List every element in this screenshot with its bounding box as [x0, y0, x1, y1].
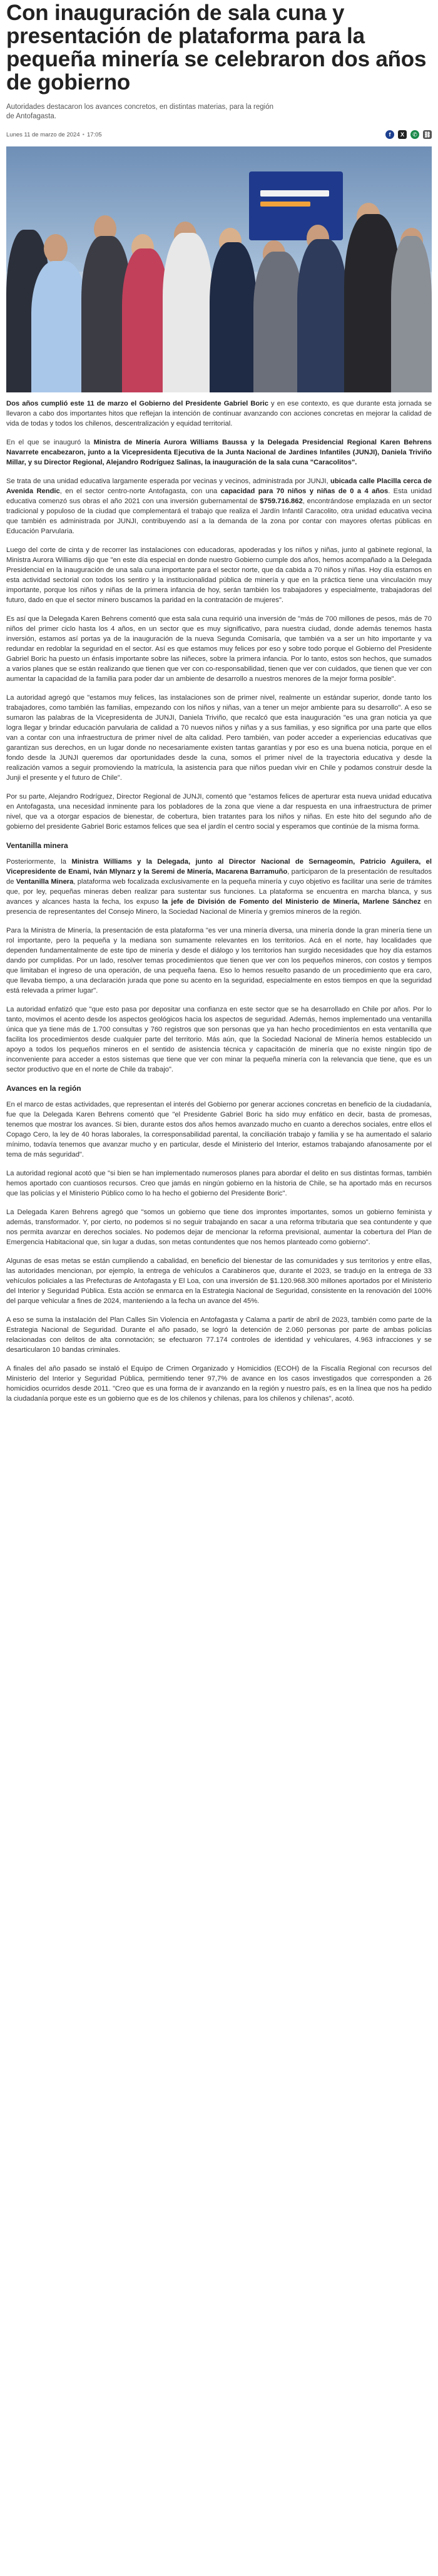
article-paragraph — [6, 792, 432, 832]
body-text: La autoridad agregó que "estamos muy felices, las instalaciones son de primer nivel, realmente un estándar superior, donde tanto los trabajadores, como también las familias, empezando con los niños y niñas, van a tener un mejor ambiente para su desarrollo". A eso se sumaron las palabras de la Vicepresidenta de JUNJI, Daniela Triviño, que recalcó que esta inauguración "es una gran noticia ya que logra llegar y brindar educación parvularia de calidad a 70 nuevos niños y niñas y a sus familias, y eso significa por una parte que ellos van a contar con una infraestructura de primer nivel de alta calidad. Pero también, van poder acceder a experiencias educativas que garantizan sus derechos, en un lugar donde no necesariamente existen tantas garantías y por eso es una buena noticia, porque en el fondo desde la JUNJI queremos dar oportunidades desde la cuna, somos el primer nivel de la trayectoria educativa y desde la realización vamos a seguir promoviendo la matrícula, la asistencia para que niños puedan vivir en Chile y podamos construir desde la Junji el presente y el futuro de Chile". — [6, 694, 432, 782]
bold-text: Dos años cumplió este 11 de marzo el Gobierno del Presidente Gabriel Boric — [6, 400, 268, 407]
body-text: Algunas de esas metas se están cumpliendo a cabalidad, en beneficio del bienestar de las comunidades y sus territorios y entre ellas, las autoridades mencionan, por ejemplo, la entrega de vehículos a Carabineros que, durante el 2023, se tradujo en la entrega de 33 vehículos policiales a las Prefecturas de Antofagasta y El Loa, con una inversión de $1.120.968.300 millones aportados por el Ministerio del Interior y Seguridad Pública. Esta acción se enmarca en la Estrategia Nacional de Seguridad, consistente en la renovación del 100% del parque vehicular a fines de 2024, manteniendo a la fecha un avance del 45%. — [6, 1257, 432, 1305]
body-text: A eso se suma la instalación del Plan Calles Sin Violencia en Antofagasta y Calama a partir de abril de 2023, también como parte de la Estrategia Nacional de Seguridad. Durante el año pasado, se logró la detención de 2.060 personas por parte de ambas policías relacionadas con delitos de alta connotación; se efectuaron 77.174 controles de identidad y vehiculares, 4.963 infracciones y se desarticularon 10 bandas criminales. — [6, 1316, 432, 1354]
article-paragraph — [6, 1100, 432, 1160]
bold-text: ubicada calle Placilla cerca de Avenida Rendic — [6, 478, 432, 495]
body-text: , plataforma web focalizada exclusivamente en la pequeña minería y cuyo objetivo es facilitar una serie de trámites que, por ley, pequeñas mineras deben realizar para sustentar sus funciones. La plataforma se encuentra en marcha blanca, y sus avances y alcances hasta la fecha, los expuso — [6, 878, 432, 906]
article-paragraph — [6, 1207, 432, 1247]
body-text: Es así que la Delegada Karen Behrens comentó que esta sala cuna requirió una inversión de "más de 700 millones de pesos, más de 70 niños del primer ciclo hasta los 4 años, en un sector que es muy significativo, para nuestra ciudad, donde además tenemos hasta inversión, estamos así portas ya de la inauguración de la nueva Segunda Comisaría, que también va a ser un hito importante y va redundar en redoblar la seguridad en el sector. Así es que estamos muy felices por eso y sobre todo porque el Gobierno del Presidente Gabriel Boric ha puesto un énfasis importante sobre las niñeces, sobre la primera infancia. Por lo tanto, estos son hechos, que sumados a varios planes que se están realizando que tienen que ver con co-responsabilidad, tienen que ver con cuidados, que tienen que ver con aumentar la capacidad de la familia para poder dar un ambiente de desarrollo a nuestros menores de la mejor forma posible". — [6, 615, 432, 683]
bold-text: la jefe de División de Fomento del Ministerio de Minería, Marlene Sánchez — [162, 898, 421, 906]
article-paragraph — [6, 437, 432, 468]
article-paragraph — [6, 1364, 432, 1404]
article-title: Con inauguración de sala cuna y presentación de plataforma para la pequeña minería se celebraron dos años de gobierno — [6, 1, 427, 95]
whatsapp-icon[interactable]: ✆ — [410, 130, 419, 139]
article-paragraph — [6, 1256, 432, 1306]
article-paragraph — [6, 857, 432, 917]
body-text: en presencia de representantes del Consejo Minero, la Sociedad Nacional de Minería y gremios mineros de la región. — [6, 898, 432, 916]
body-text: La Delegada Karen Behrens agregó que "somos un gobierno que tiene dos improntes importantes, somos un gobierno feminista y además, transformador. Y, por cierto, no podemos si no seguir trabajando en sacar a una reforma tributaria que sea contundente y que nos permita avanzar en derechos sociales. No podemos dejar de mencionar la reforma previsional, aumentar la cobertura del Plan de Emergencia Habitacional que, sin lugar a dudas, son metas contundentes que nos hemos planteado como gobierno". — [6, 1209, 432, 1246]
bold-text: Ventanilla Minera — [16, 878, 74, 886]
article-paragraph — [6, 545, 432, 605]
article-paragraph — [6, 693, 432, 783]
body-text: En el que se inauguró la — [6, 439, 94, 446]
body-text: . Esta unidad educativa comenzó sus obras el año 2021 con una inversión gubernamental de — [6, 488, 432, 505]
article-paragraph — [6, 399, 432, 429]
article-paragraph — [6, 1315, 432, 1355]
body-text: La autoridad enfatizó que "que esto pasa por depositar una confianza en este sector que se ha desarrollado en Chile por años. Por lo tanto, movimos el acento desde los aspectos geológicos hacia los aspectos de seguridad. Además, hemos implementado una ventanilla única que ya tiene más de 1.700 consultas y 760 registros que son personas que ya han hecho procedimientos en esta ventanilla que facilita los procedimientos desde cualquier parte del territorio. Más aún, que la Sociedad Nacional de Minería hemos establecido un apoyo a todos los pequeños mineros en el sentido de asistencia técnica y capacitación de minería que no existe ningún tipo de inconveniente para acceder a estos sistemas que tiene que ver con minar la pequeña minería con la relevancia que tiene, que es un sector productivo que en el norte de Chile da trabajo". — [6, 1006, 432, 1073]
bold-text: capacidad para 70 niños y niñas de 0 a 4 años — [220, 488, 389, 495]
article-meta — [6, 128, 432, 141]
article-paragraph — [6, 926, 432, 996]
article-paragraph — [6, 1004, 432, 1075]
body-text: Luego del corte de cinta y de recorrer las instalaciones con educadoras, apoderadas y los niños y niñas, junto al gabinete regional, la Ministra Aurora Williams dijo que "en este día especial en donde nuestro Gobierno cumple dos años, hemos acompañado a la Delegada Presidencial en la inauguración de una sala cuna importante para el sector norte, que da cabida a 70 niños y niñas. Hoy día estamos en esta actividad sectorial con todos los sentiro y la institucionalidad pública de minería y que en la práctica tiene una vinculación muy importante, porque los niños y niñas de la primera infancia de hoy, serán también los trabajadores y especialmente, trabajadoras del futuro, dado en que el sector minero buscamos la paridad en la contratación de mujeres". — [6, 546, 432, 604]
article-lead: Autoridades destacaron los avances concretos, en distintas materias, para la región de Antofagasta. — [6, 103, 274, 120]
body-text: , encontrándose emplazada en un sector tradicional y populoso de la ciudad que complementará el trabajo que realiza el Jardín Infantil Caracolito, otra unidad educativa vecina que también es administrada por JUNJI, contribuyendo así a la demanda de la zona por contar con mayores ofertas públicas en Educación Parvularia. — [6, 498, 432, 535]
bold-text: $759.716.862 — [260, 498, 303, 505]
article-paragraph — [6, 476, 432, 536]
body-text: En el marco de estas actividades, que representan el interés del Gobierno por generar acciones concretas en beneficio de la ciudadanía, fue que la Delegada Karen Behrens comentó que "el Presidente Gabriel Boric ha sido muy enfático en decir, basta de promesas, tenemos que mostrar los avances. Si bien, durante estos dos años hemos avanzado mucho en cuanto a derechos sociales, entre ellos el Copago Cero, la ley de 40 horas laborales, la corresponsabilidad parental, la conciliación trabajo y familia y se ha aumentado el salario mínimo, todavía tenemos que avanzar mucho y en particular, desde el Ministerio del Interior, estamos trabajando afanosamente por el tema de más seguridad". — [6, 1101, 432, 1158]
body-text: Se trata de una unidad educativa largamente esperada por vecinas y vecinos, administrada por JUNJI, — [6, 478, 331, 485]
body-text: , participaron de la presentación de resultados de — [6, 868, 432, 886]
article-date: Lunes 11 de marzo de 2024 — [6, 131, 80, 138]
article-photo — [6, 146, 432, 392]
section-heading: Ventanilla minera — [6, 841, 68, 850]
article-time: 17:05 — [86, 131, 102, 138]
article-body — [6, 399, 432, 1404]
bold-text: Ministra de Minería Aurora Williams Baussa y la Delegada Presidencial Regional Karen Behrens Navarrete encabezaron, junto a la Vicepresidenta Ejecutiva de la Junta Nacional de Jardines Infantiles (JUNJI), Daniela Triviño Millar, y su Director Regional, Alejandro Rodríguez Salinas, la inauguración de la sala cuna "Caracolitos". — [6, 439, 432, 466]
body-text: , en el sector centro-norte Antofagasta, con una — [59, 488, 221, 495]
body-text: La autoridad regional acotó que "si bien se han implementado numerosos planes para abordar el delito en sus distintas formas, también hemos aportado con cuantiosos recursos. Creo que jamás en ningún gobierno en la historia de Chile, se ha aportado más en recursos que las policías y el Ministerio Público como lo ha hecho el gobierno del Presidente Boric". — [6, 1170, 432, 1197]
bold-text: Ministra Williams y la Delegada, junto al Director Nacional de Sernageomin, Patricio Aguilera, el Vicepresidente de Enami, Iván Mlynarz y la Seremi de Minería, Macarena Barramuño — [6, 858, 432, 876]
body-text: Para la Ministra de Minería, la presentación de esta plataforma "es ver una minería diversa, una minería donde la gran minería tiene un rol importante, pero la pequeña y la mediana son sumamente relevantes en los territorios. Acá en el norte, hay localidades que dependen fundamentalmente de este tipo de minería y desde el diálogo y los territorios han surgido necesidades que hoy día estamos dando por cumplidas. Por un lado, resolver temas procedimientos que tienen que ver con los pequeños mineros, con costos y tiempos que limitaban el ingreso de una operación, de una pequeña faena. Eso lo hemos resuelto pasando de un procedimiento que era caro, que llevaba tiempo, a una declaración jurada que pone su acento en la seguridad, especialmente en estos tiempos en que la seguridad está relevada a primer lugar". — [6, 927, 432, 994]
x-icon[interactable]: X — [398, 130, 407, 139]
section-heading: Avances en la región — [6, 1084, 81, 1093]
facebook-icon[interactable]: f — [385, 130, 394, 139]
article-paragraph — [6, 1168, 432, 1199]
article-date-line: Lunes 11 de marzo de 2024 • 17:05 — [6, 131, 102, 138]
article-paragraph — [6, 614, 432, 684]
junji-banner — [249, 171, 343, 240]
share-bar — [385, 130, 432, 139]
body-text: y en ese contexto, es que durante esta jornada se llevaron a cabo dos importantes hitos que reflejan la intención de continuar avanzando con acciones concretas en mejorar la calidad de vida de todas y todos los chilenos, descentralización y equidad territorial. — [6, 400, 432, 427]
link-icon[interactable]: ⛓ — [423, 130, 432, 139]
body-text: Posteriormente, la — [6, 858, 72, 866]
body-text: A finales del año pasado se instaló el Equipo de Crimen Organizado y Homicidios (ECOH) de la Fiscalía Regional con recursos del Ministerio del Interior y Seguridad Pública, permitiendo tener 97,7% de avance en los casos investigados que corresponden a 26 homicidios ocurridos desde 2011. "Creo que es una forma de ir avanzando en la región y nuestro país, es en la línea que nos ha pedido la ciudadanía porque este es un gobierno que es de los chilenos y chilenas, para los chilenos y chilenas", acotó. — [6, 1365, 432, 1403]
body-text: Por su parte, Alejandro Rodríguez, Director Regional de JUNJI, comentó que "estamos felices de aperturar esta nueva unidad educativa en Antofagasta, una necesidad inminente para los pobladores de la zona que viene a dar respuesta en una infraestructura de primer nivel, que va a otorgar espacios de bienestar, de cobertura, bien tratantes para los niños y niñas. En este hito del segundo año de gobierno del presidente Gabriel Boric estamos felices que sea el jardín el centro social y esperamos que continúe de la misma forma. — [6, 793, 432, 831]
